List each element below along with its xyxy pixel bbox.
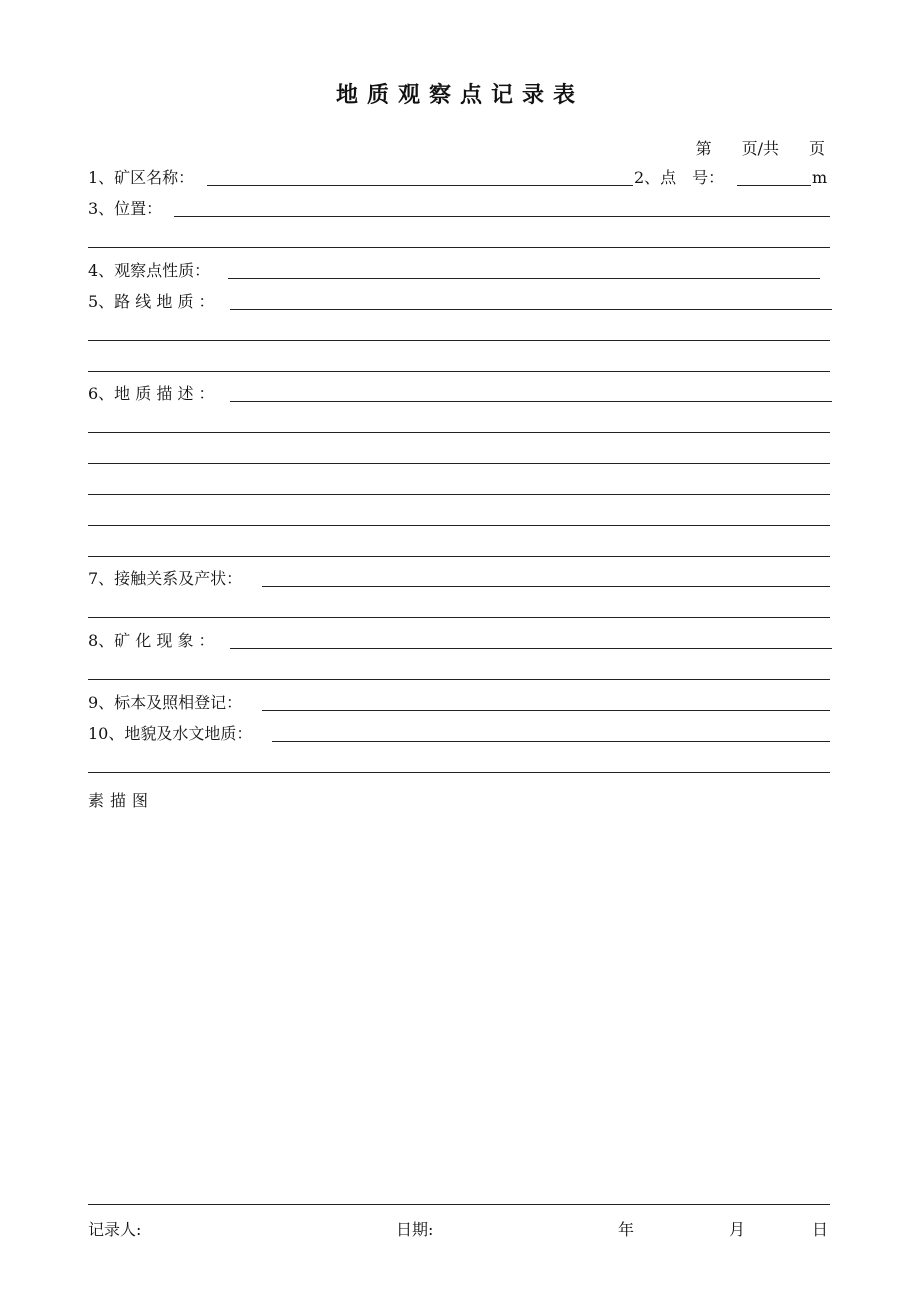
field-route-geology-line-2[interactable] [88, 340, 830, 341]
recorder-label: 记录人: [88, 1220, 142, 1239]
field-contact-line-2[interactable] [88, 617, 830, 618]
field-geology-desc-line-2[interactable] [88, 432, 830, 433]
date-month-label: 月 [729, 1220, 746, 1239]
field-specimen-line[interactable] [262, 710, 830, 711]
field-point-no-unit: m [812, 168, 828, 187]
field-mineralization-line-2[interactable] [88, 679, 830, 680]
field-mine-name-label: 1、矿区名称： [88, 168, 195, 187]
field-point-no-line[interactable] [737, 185, 811, 186]
field-geology-desc-line-6[interactable] [88, 556, 830, 557]
field-contact-line[interactable] [262, 586, 830, 587]
field-geology-desc-line[interactable] [230, 401, 832, 402]
field-point-nature-label: 4、观察点性质： [88, 261, 211, 280]
field-geomorph-line-2[interactable] [88, 772, 830, 773]
page-middle: 页/共 [741, 139, 779, 158]
field-point-no-label: 2、点 号： [634, 168, 725, 187]
page-counter [696, 136, 825, 159]
field-mineralization-line[interactable] [230, 648, 832, 649]
field-route-geology-line-3[interactable] [88, 371, 830, 372]
field-geology-desc-line-5[interactable] [88, 525, 830, 526]
field-geomorph-line[interactable] [272, 741, 830, 742]
field-specimen-label: 9、标本及照相登记： [88, 693, 243, 712]
field-location-line[interactable] [174, 216, 830, 217]
footer-divider [88, 1204, 830, 1205]
field-contact-label: 7、接触关系及产状： [88, 569, 243, 588]
date-year-label: 年 [618, 1220, 635, 1239]
date-day-label: 日 [812, 1220, 829, 1239]
field-location-line-2[interactable] [88, 247, 830, 248]
field-route-geology-line[interactable] [230, 309, 832, 310]
sketch-label: 素描图 [88, 791, 155, 810]
field-location-label: 3、位置： [88, 199, 163, 218]
date-label: 日期: [396, 1220, 434, 1239]
field-mine-name-line[interactable] [207, 185, 633, 186]
field-geology-desc-line-3[interactable] [88, 463, 830, 464]
field-mineralization-label: 8、矿 化 现 象 ： [88, 631, 215, 650]
field-route-geology-label: 5、路 线 地 质 ： [88, 292, 215, 311]
page-prefix: 第 [695, 139, 712, 158]
field-point-nature-line[interactable] [228, 278, 820, 279]
form-title: 地质观察点记录表 [335, 82, 584, 108]
field-geomorph-label: 10、地貌及水文地质： [88, 724, 253, 743]
page-suffix: 页 [808, 139, 825, 158]
field-geology-desc-label: 6、地 质 描 述 ： [88, 384, 215, 403]
field-geology-desc-line-4[interactable] [88, 494, 830, 495]
